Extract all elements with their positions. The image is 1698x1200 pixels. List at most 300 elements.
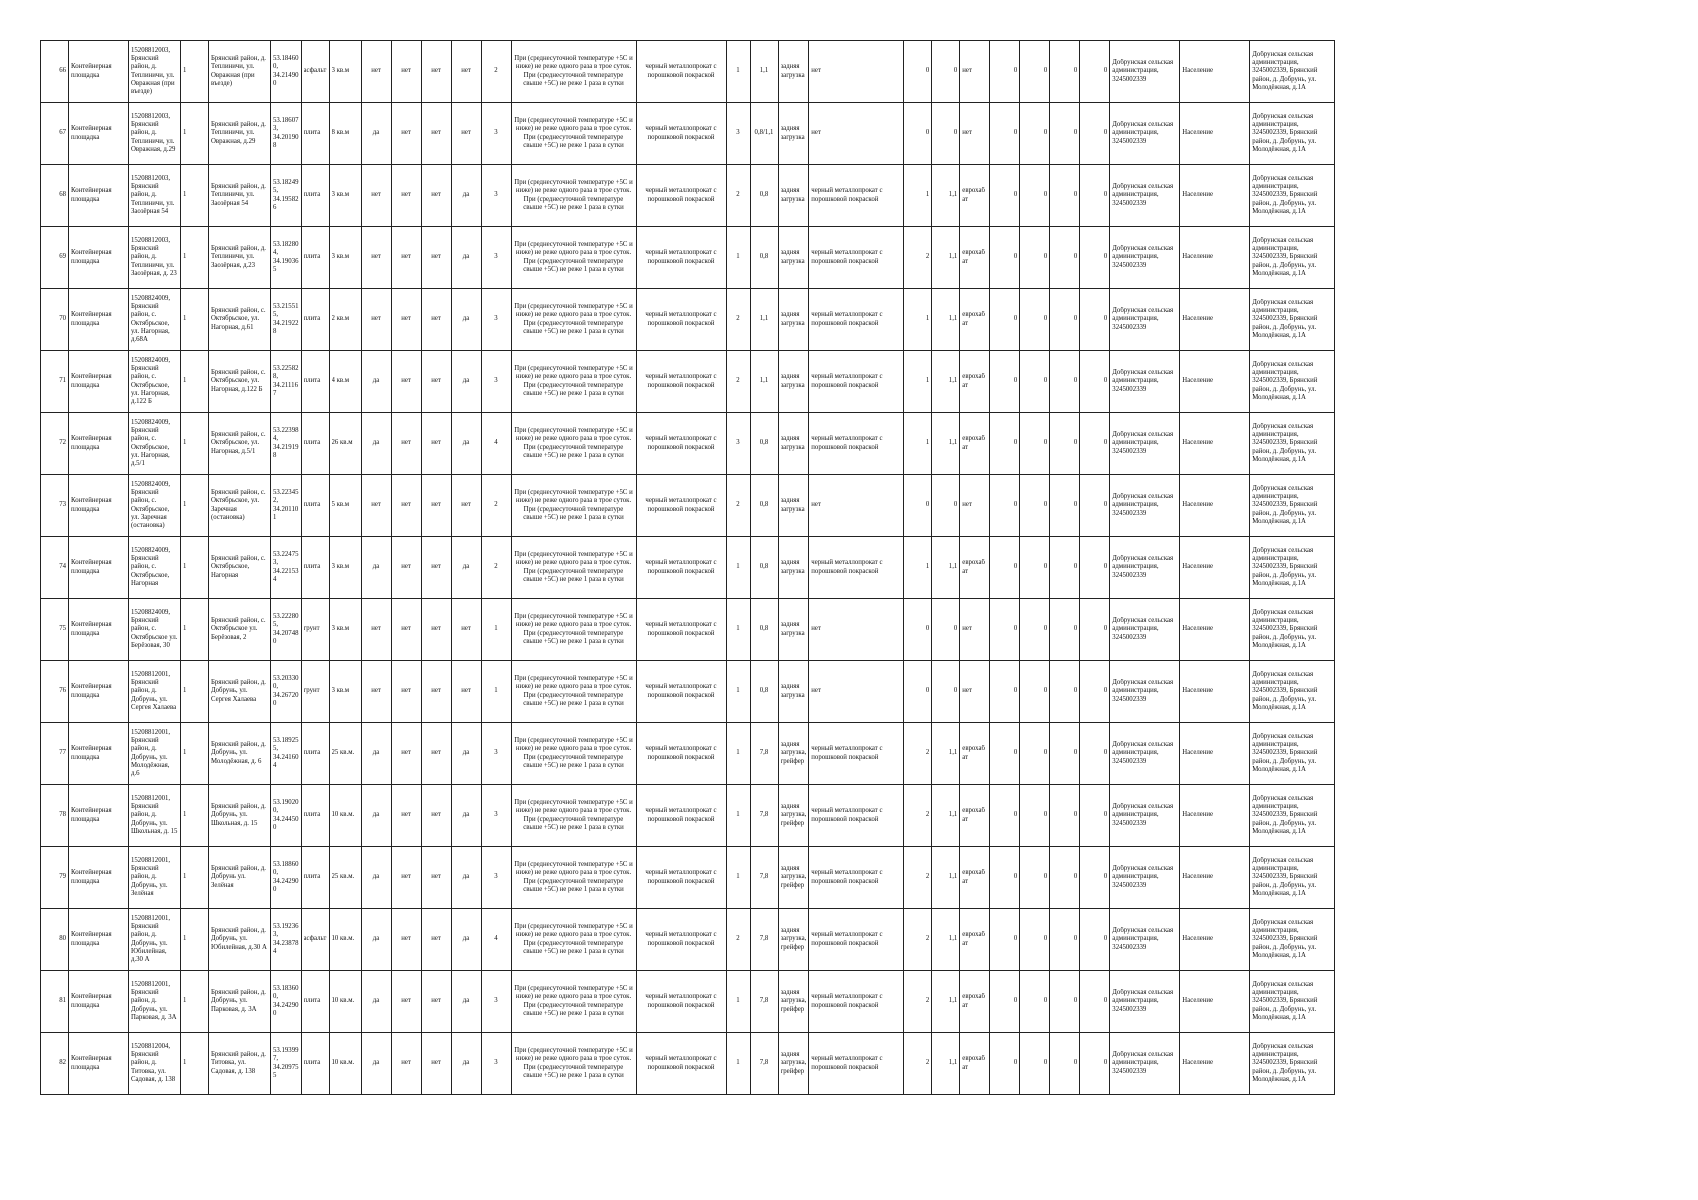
object-type [69, 723, 129, 785]
row-number [41, 971, 69, 1033]
flag-3-text: да [462, 253, 470, 261]
bunker-qty [904, 785, 932, 847]
category-code [181, 351, 209, 413]
zero-col-2 [1020, 41, 1050, 103]
zero-col-3-text: 0 [1073, 811, 1078, 819]
flag-1 [391, 971, 421, 1033]
category-code-text: 1 [183, 811, 187, 819]
zero-col-2 [1020, 785, 1050, 847]
zero-col-2 [1020, 289, 1050, 351]
coordinates-text: 53.18925 5, 34.24160 4 [273, 737, 299, 769]
euro-container [960, 227, 990, 289]
coordinates [271, 289, 302, 351]
euro-container-text: еврохаб ат [962, 931, 985, 947]
category-code-text: 1 [183, 67, 187, 75]
flag-3 [451, 599, 481, 661]
bunker-material [809, 909, 904, 971]
zero-col-4-text: 0 [1103, 563, 1108, 571]
zero-col-2-text: 0 [1043, 129, 1048, 137]
loading-type-text: задняя загрузка [780, 497, 805, 513]
waste-source-text: Население [1182, 563, 1214, 571]
bunker-material-text: черный металлопрокат с порошковой покраской [811, 931, 883, 947]
bunker-material-text: черный металлопрокат с порошковой покраской [811, 745, 883, 761]
flag-3 [451, 227, 481, 289]
bunker-material-text: черный металлопрокат с порошковой покраской [811, 559, 883, 575]
object-type-text: Контейнерная площадка [71, 869, 112, 885]
owner-address [1250, 475, 1335, 537]
bunker-qty-text: 2 [925, 873, 930, 881]
container-count [481, 165, 511, 227]
zero-col-4-text: 0 [1103, 253, 1108, 261]
zero-col-1-text: 0 [1013, 129, 1018, 137]
owner-address [1250, 537, 1335, 599]
flag-3-text: нет [461, 67, 471, 75]
flag-3-text: да [462, 935, 470, 943]
object-type [69, 103, 129, 165]
site-area [329, 475, 361, 537]
bunker-qty [904, 351, 932, 413]
zero-col-4 [1080, 165, 1110, 227]
site-area [329, 413, 361, 475]
zero-col-1-text: 0 [1013, 501, 1018, 509]
owner-text: Добрунская сельская администрация, 3245002339 [1112, 989, 1174, 1013]
zero-col-1-text: 0 [1013, 625, 1018, 633]
bunker-volume-text: 0 [953, 129, 958, 137]
bunker-volume-text: 1,1 [948, 997, 958, 1005]
container-count-text: 3 [494, 1059, 498, 1067]
fence [361, 413, 391, 475]
collection-frequency-text: При (среднесуточной температуре +5С и ниже) не реже одного раза в трое суток. При (среднесуточной температуре свыше +5С) не реже 1 раза в сутки [514, 923, 633, 955]
collection-frequency [511, 537, 636, 599]
bunker-qty-text: 0 [925, 625, 930, 633]
zero-col-1 [990, 661, 1020, 723]
owner [1110, 723, 1180, 785]
flag-2-text: нет [431, 501, 441, 509]
container-volume [750, 289, 778, 351]
flag-1-text: нет [401, 1059, 411, 1067]
container-volume [750, 661, 778, 723]
zero-col-3-text: 0 [1073, 687, 1078, 695]
container-count [481, 785, 511, 847]
collection-frequency [511, 165, 636, 227]
owner [1110, 41, 1180, 103]
bunker-material [809, 289, 904, 351]
flag-2 [421, 289, 451, 351]
container-volume-text: 7,8 [759, 1059, 769, 1067]
registry-address [129, 971, 181, 1033]
site-address-text: Брянский район, д. Теплиничи, ул. Овражная, д.29 [211, 121, 267, 145]
flag-1 [391, 909, 421, 971]
container-volume-text: 0,8 [759, 687, 769, 695]
waste-source [1180, 909, 1250, 971]
site-area-text: 3 кв.м [331, 191, 350, 199]
flag-3 [451, 41, 481, 103]
container-qty [726, 227, 750, 289]
container-volume-text: 0,8 [759, 191, 769, 199]
bunker-material [809, 413, 904, 475]
zero-col-1 [990, 537, 1020, 599]
row-number-text: 81 [59, 997, 66, 1005]
bunker-qty-text: 0 [925, 687, 930, 695]
row-number [41, 723, 69, 785]
bunker-material [809, 599, 904, 661]
row-number [41, 351, 69, 413]
bunker-material [809, 723, 904, 785]
container-count [481, 537, 511, 599]
site-address [209, 785, 271, 847]
category-code-text: 1 [183, 873, 187, 881]
surface-type [301, 723, 329, 785]
fence-text: да [372, 811, 380, 819]
flag-2 [421, 165, 451, 227]
owner-address-text: Добрунская сельская администрация, 3245002339, Брянский район, д. Добрунь, ул. Молодёжная, д.1А [1252, 857, 1318, 897]
euro-container-text: нет [962, 129, 972, 137]
object-type-text: Контейнерная площадка [71, 373, 112, 389]
zero-col-4-text: 0 [1103, 935, 1108, 943]
flag-1 [391, 847, 421, 909]
flag-3-text: да [462, 1059, 470, 1067]
flag-3-text: да [462, 811, 470, 819]
euro-container [960, 351, 990, 413]
flag-2 [421, 785, 451, 847]
zero-col-2-text: 0 [1043, 811, 1048, 819]
zero-col-2-text: 0 [1043, 191, 1048, 199]
flag-1-text: нет [401, 687, 411, 695]
loading-type-text: задняя загрузка, грейфер [780, 803, 807, 827]
flag-1-text: нет [401, 749, 411, 757]
collection-frequency [511, 909, 636, 971]
row-number [41, 227, 69, 289]
owner-address [1250, 41, 1335, 103]
zero-col-4 [1080, 41, 1110, 103]
flag-2 [421, 723, 451, 785]
loading-type [778, 41, 809, 103]
collection-frequency [511, 1033, 636, 1095]
container-volume [750, 723, 778, 785]
loading-type [778, 413, 809, 475]
euro-container [960, 723, 990, 785]
surface-type [301, 41, 329, 103]
euro-container-text: еврохаб ат [962, 187, 985, 203]
owner-address [1250, 227, 1335, 289]
object-type-text: Контейнерная площадка [71, 745, 112, 761]
zero-col-4 [1080, 909, 1110, 971]
zero-col-1-text: 0 [1013, 67, 1018, 75]
flag-1 [391, 103, 421, 165]
coordinates [271, 785, 302, 847]
site-area [329, 227, 361, 289]
waste-source-text: Население [1182, 191, 1214, 199]
zero-col-1-text: 0 [1013, 253, 1018, 261]
zero-col-4 [1080, 413, 1110, 475]
flag-3 [451, 103, 481, 165]
site-area [329, 971, 361, 1033]
loading-type-text: задняя загрузка [780, 435, 805, 451]
object-type-text: Контейнерная площадка [71, 683, 112, 699]
object-type-text: Контейнерная площадка [71, 311, 112, 327]
category-code [181, 1033, 209, 1095]
zero-col-2 [1020, 537, 1050, 599]
row-number-text: 77 [59, 749, 66, 757]
bunker-qty-text: 2 [925, 1059, 930, 1067]
category-code-text: 1 [183, 377, 187, 385]
bunker-qty [904, 165, 932, 227]
coordinates [271, 103, 302, 165]
owner-address-text: Добрунская сельская администрация, 3245002339, Брянский район, д. Добрунь, ул. Молодёжная, д.1А [1252, 237, 1318, 277]
owner-text: Добрунская сельская администрация, 3245002339 [1112, 555, 1174, 579]
flag-3-text: нет [461, 129, 471, 137]
waste-source [1180, 537, 1250, 599]
row-number-text: 74 [59, 563, 66, 571]
collection-frequency [511, 723, 636, 785]
bunker-volume [932, 723, 960, 785]
zero-col-1 [990, 599, 1020, 661]
registry-body [41, 41, 1335, 1095]
bunker-material [809, 227, 904, 289]
bunker-qty [904, 289, 932, 351]
owner-address [1250, 1033, 1335, 1095]
zero-col-2-text: 0 [1043, 377, 1048, 385]
flag-3-text: да [462, 749, 470, 757]
table-row [41, 537, 1335, 599]
owner-address-text: Добрунская сельская администрация, 3245002339, Брянский район, д. Добрунь, ул. Молодёжная, д.1А [1252, 919, 1318, 959]
category-code-text: 1 [183, 315, 187, 323]
flag-2 [421, 847, 451, 909]
surface-type-text: плита [303, 997, 321, 1005]
loading-type [778, 1033, 809, 1095]
site-area [329, 289, 361, 351]
container-material [636, 351, 726, 413]
category-code [181, 103, 209, 165]
bunker-volume [932, 41, 960, 103]
site-area-text: 10 кв.м. [331, 811, 355, 819]
euro-container-text: еврохаб ат [962, 559, 985, 575]
zero-col-2 [1020, 227, 1050, 289]
zero-col-4-text: 0 [1103, 1059, 1108, 1067]
site-address [209, 103, 271, 165]
category-code-text: 1 [183, 129, 187, 137]
owner [1110, 1033, 1180, 1095]
owner-address-text: Добрунская сельская администрация, 3245002339, Брянский район, д. Добрунь, ул. Молодёжная, д.1А [1252, 485, 1318, 525]
owner-address [1250, 723, 1335, 785]
flag-1 [391, 599, 421, 661]
object-type [69, 971, 129, 1033]
container-material-text: черный металлопрокат с порошковой покраской [645, 559, 717, 575]
category-code [181, 723, 209, 785]
zero-col-1 [990, 289, 1020, 351]
container-volume [750, 41, 778, 103]
zero-col-4-text: 0 [1103, 873, 1108, 881]
loading-type [778, 971, 809, 1033]
zero-col-4 [1080, 847, 1110, 909]
row-number [41, 1033, 69, 1095]
flag-3-text: да [462, 191, 470, 199]
owner-address-text: Добрунская сельская администрация, 3245002339, Брянский район, д. Добрунь, ул. Молодёжная, д.1А [1252, 423, 1318, 463]
bunker-qty [904, 971, 932, 1033]
owner-address-text: Добрунская сельская администрация, 3245002339, Брянский район, д. Добрунь, ул. Молодёжная, д.1А [1252, 299, 1318, 339]
owner-address-text: Добрунская сельская администрация, 3245002339, Брянский район, д. Добрунь, ул. Молодёжная, д.1А [1252, 175, 1318, 215]
fence [361, 475, 391, 537]
container-material [636, 475, 726, 537]
bunker-qty [904, 847, 932, 909]
container-qty [726, 909, 750, 971]
site-area-text: 25 кв.м. [331, 873, 355, 881]
site-address-text: Брянский район, с. Октябрьское, Нагорная [211, 555, 266, 579]
owner-address-text: Добрунская сельская администрация, 3245002339, Брянский район, д. Добрунь, ул. Молодёжная, д.1А [1252, 1043, 1318, 1083]
flag-3-text: да [462, 315, 470, 323]
zero-col-3 [1050, 475, 1080, 537]
bunker-volume [932, 971, 960, 1033]
row-number-text: 75 [59, 625, 66, 633]
bunker-material [809, 103, 904, 165]
registry-address-text: 15208812003, Брянский район, д. Теплиничи, ул. Заозёрная 54 [131, 175, 175, 215]
site-area [329, 723, 361, 785]
container-count [481, 847, 511, 909]
bunker-qty-text: 1 [925, 191, 930, 199]
surface-type-text: плита [303, 191, 321, 199]
category-code-text: 1 [183, 749, 187, 757]
site-area [329, 537, 361, 599]
zero-col-4-text: 0 [1103, 129, 1108, 137]
container-qty-text: 1 [736, 253, 740, 261]
bunker-qty [904, 227, 932, 289]
flag-2-text: нет [431, 997, 441, 1005]
fence [361, 351, 391, 413]
fence-text: да [372, 377, 380, 385]
euro-container-text: нет [962, 687, 972, 695]
flag-3 [451, 537, 481, 599]
zero-col-1 [990, 227, 1020, 289]
container-volume [750, 909, 778, 971]
object-type [69, 785, 129, 847]
container-qty [726, 475, 750, 537]
container-count-text: 3 [494, 191, 498, 199]
site-address [209, 847, 271, 909]
container-material [636, 847, 726, 909]
site-address-text: Брянский район, д. Добрунь ул. Зелёная [211, 865, 267, 889]
site-area-text: 8 кв.м [331, 129, 350, 137]
owner-text: Добрунская сельская администрация, 3245002339 [1112, 183, 1174, 207]
euro-container [960, 971, 990, 1033]
coordinates [271, 661, 302, 723]
bunker-qty-text: 1 [925, 439, 930, 447]
coordinates-text: 53.18607 3, 34.20190 8 [273, 117, 299, 149]
bunker-material [809, 847, 904, 909]
site-area [329, 103, 361, 165]
row-number [41, 661, 69, 723]
flag-2 [421, 661, 451, 723]
zero-col-1-text: 0 [1013, 377, 1018, 385]
loading-type [778, 599, 809, 661]
container-qty [726, 351, 750, 413]
container-count [481, 475, 511, 537]
table-row [41, 723, 1335, 785]
collection-frequency [511, 289, 636, 351]
owner-text: Добрунская сельская администрация, 3245002339 [1112, 679, 1174, 703]
container-qty-text: 3 [736, 129, 740, 137]
waste-source [1180, 351, 1250, 413]
category-code [181, 475, 209, 537]
bunker-qty [904, 413, 932, 475]
owner-address-text: Добрунская сельская администрация, 3245002339, Брянский район, д. Добрунь, ул. Молодёжная, д.1А [1252, 51, 1318, 91]
euro-container-text: еврохаб ат [962, 807, 985, 823]
row-number [41, 909, 69, 971]
bunker-material [809, 351, 904, 413]
collection-frequency-text: При (среднесуточной температуре +5С и ниже) не реже одного раза в трое суток. При (среднесуточной температуре свыше +5С) не реже 1 раза в сутки [514, 489, 633, 521]
object-type-text: Контейнерная площадка [71, 621, 112, 637]
euro-container [960, 599, 990, 661]
flag-2-text: нет [431, 129, 441, 137]
owner-address-text: Добрунская сельская администрация, 3245002339, Брянский район, д. Добрунь, ул. Молодёжная, д.1А [1252, 671, 1318, 711]
bunker-volume-text: 1,1 [948, 811, 958, 819]
site-address [209, 351, 271, 413]
zero-col-3 [1050, 413, 1080, 475]
collection-frequency-text: При (среднесуточной температуре +5С и ниже) не реже одного раза в трое суток. При (среднесуточной температуре свыше +5С) не реже 1 раза в сутки [514, 365, 633, 397]
container-qty [726, 661, 750, 723]
collection-frequency-text: При (среднесуточной температуре +5С и ниже) не реже одного раза в трое суток. При (среднесуточной температуре свыше +5С) не реже 1 раза в сутки [514, 675, 633, 707]
bunker-qty-text: 0 [925, 501, 930, 509]
container-material-text: черный металлопрокат с порошковой покраской [645, 435, 717, 451]
flag-3-text: нет [461, 501, 471, 509]
object-type-text: Контейнерная площадка [71, 63, 112, 79]
owner [1110, 413, 1180, 475]
euro-container [960, 103, 990, 165]
coordinates [271, 165, 302, 227]
surface-type-text: плита [303, 563, 321, 571]
zero-col-4-text: 0 [1103, 625, 1108, 633]
collection-frequency [511, 413, 636, 475]
collection-frequency-text: При (среднесуточной температуре +5С и ниже) не реже одного раза в трое суток. При (среднесуточной температуре свыше +5С) не реже 1 раза в сутки [514, 737, 633, 769]
object-type [69, 537, 129, 599]
bunker-volume-text: 0 [953, 67, 958, 75]
container-material [636, 227, 726, 289]
container-volume-text: 7,8 [759, 997, 769, 1005]
zero-col-3-text: 0 [1073, 935, 1078, 943]
container-material [636, 413, 726, 475]
registry-address [129, 227, 181, 289]
flag-2 [421, 475, 451, 537]
surface-type [301, 537, 329, 599]
container-count-text: 1 [494, 687, 498, 695]
table-row [41, 103, 1335, 165]
waste-source-text: Население [1182, 625, 1214, 633]
site-address [209, 227, 271, 289]
container-qty [726, 41, 750, 103]
registry-address [129, 785, 181, 847]
registry-address [129, 103, 181, 165]
owner-address-text: Добрунская сельская администрация, 3245002339, Брянский район, д. Добрунь, ул. Молодёжная, д.1А [1252, 113, 1318, 153]
zero-col-4 [1080, 289, 1110, 351]
bunker-volume-text: 1,1 [948, 749, 958, 757]
container-volume [750, 785, 778, 847]
table-row [41, 475, 1335, 537]
bunker-material-text: черный металлопрокат с порошковой покраской [811, 807, 883, 823]
zero-col-2 [1020, 909, 1050, 971]
container-material [636, 41, 726, 103]
container-qty-text: 1 [736, 625, 740, 633]
loading-type-text: задняя загрузка, грейфер [780, 927, 807, 951]
site-area [329, 1033, 361, 1095]
container-count [481, 103, 511, 165]
flag-2-text: нет [431, 377, 441, 385]
zero-col-4 [1080, 599, 1110, 661]
zero-col-2 [1020, 847, 1050, 909]
coordinates-text: 53.19020 0, 34.24450 0 [273, 799, 299, 831]
owner [1110, 351, 1180, 413]
flag-2-text: нет [431, 1059, 441, 1067]
euro-container-text: еврохаб ат [962, 373, 985, 389]
waste-source-text: Население [1182, 501, 1214, 509]
